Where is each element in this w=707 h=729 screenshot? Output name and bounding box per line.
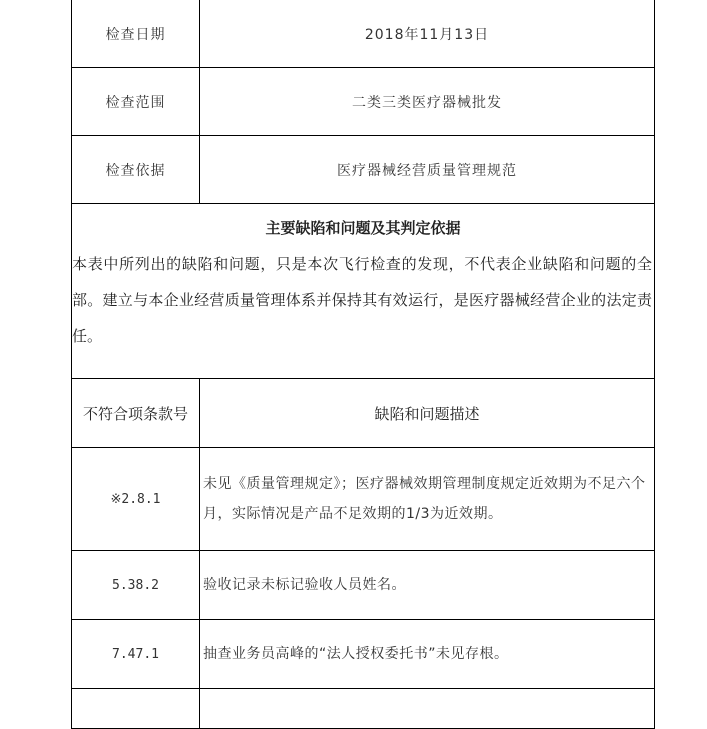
table-row [72,448,655,551]
defect-description-empty [200,689,655,729]
defects-section-row [72,204,655,379]
inspection-basis-value: 医疗器械经营质量管理规范 [200,136,655,204]
inspection-date-label: 检查日期 [72,0,200,68]
inspection-scope-row [72,68,655,136]
defect-code: 5.38.2 [72,551,200,620]
defect-code: 7.47.1 [72,620,200,689]
defects-section-cell [72,204,655,379]
inspection-scope-value: 二类三类医疗器械批发 [200,68,655,136]
table-row [72,551,655,620]
inspection-scope-label: 检查范围 [72,68,200,136]
table-row [72,620,655,689]
header-code: 不符合项条款号 [72,379,200,448]
header-description: 缺陷和问题描述 [200,379,655,448]
inspection-table [71,0,655,729]
section-intro: 本表中所列出的缺陷和问题，只是本次飞行检查的发现，不代表企业缺陷和问题的全部。建立与本企业经营质量管理体系并保持其有效运行，是医疗器械经营企业的法定责任。 [72,255,652,345]
inspection-basis-row [72,136,655,204]
defect-description: 抽查业务员高峰的“法人授权委托书”未见存根。 [200,620,655,689]
defect-description: 验收记录未标记验收人员姓名。 [200,551,655,620]
inspection-date-value: 2018年11月13日 [200,0,655,68]
defect-code: ※2.8.1 [72,448,200,551]
defect-description: 未见《质量管理规定》；医疗器械效期管理制度规定近效期为不足六个月，实际情况是产品不足效期的1/3为近效期。 [200,448,655,551]
table-row [72,689,655,729]
inspection-date-row [72,0,655,68]
inspection-basis-label: 检查依据 [72,136,200,204]
defects-header-row [72,379,655,448]
defect-code-empty [72,689,200,729]
section-title: 主要缺陷和问题及其判定依据 [265,219,461,237]
